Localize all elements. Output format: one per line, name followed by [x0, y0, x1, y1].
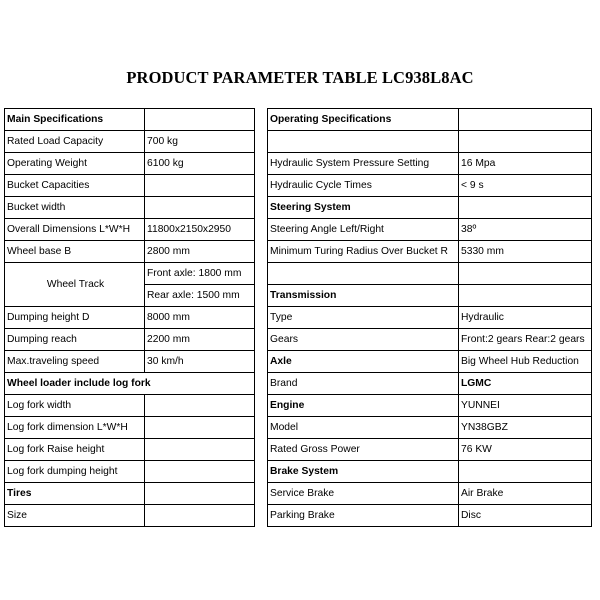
- section-header-brake-system: Brake System: [268, 461, 459, 483]
- section-header-tires: Tires: [5, 483, 145, 505]
- row-label: Hydraulic Cycle Times: [268, 175, 459, 197]
- row-value: Air Brake: [459, 483, 592, 505]
- table-cell-empty: [459, 109, 592, 131]
- table-row: [268, 505, 592, 527]
- main-specifications-table: [4, 108, 255, 527]
- table-row: [5, 219, 255, 241]
- table-row: [5, 329, 255, 351]
- row-value: 6100 kg: [145, 153, 255, 175]
- table-row: [268, 395, 592, 417]
- row-label: Gears: [268, 329, 459, 351]
- row-value: 16 Mpa: [459, 153, 592, 175]
- row-value: [145, 461, 255, 483]
- row-value: [145, 395, 255, 417]
- row-value: 5330 mm: [459, 241, 592, 263]
- row-label: Rated Load Capacity: [5, 131, 145, 153]
- row-label: [268, 131, 459, 153]
- row-value: [459, 131, 592, 153]
- table-row: [268, 197, 592, 219]
- row-value: Front:2 gears Rear:2 gears: [459, 329, 592, 351]
- row-value: 30 km/h: [145, 351, 255, 373]
- row-value: 2800 mm: [145, 241, 255, 263]
- table-row: [5, 417, 255, 439]
- row-value: YUNNEI: [459, 395, 592, 417]
- row-label: Log fork Raise height: [5, 439, 145, 461]
- table-row: [5, 109, 255, 131]
- table-cell-empty: [459, 285, 592, 307]
- row-value: LGMC: [459, 373, 592, 395]
- section-header-engine: Engine: [268, 395, 459, 417]
- table-row: [5, 153, 255, 175]
- table-row: [268, 373, 592, 395]
- row-label: Service Brake: [268, 483, 459, 505]
- page-title: PRODUCT PARAMETER TABLE LC938L8AC: [126, 68, 474, 87]
- table-row: [268, 109, 592, 131]
- table-row: [268, 175, 592, 197]
- row-value-rear-axle: Rear axle: 1500 mm: [145, 285, 255, 307]
- row-value-front-axle: Front axle: 1800 mm: [145, 263, 255, 285]
- row-label: Overall Dimensions L*W*H: [5, 219, 145, 241]
- table-row: [5, 307, 255, 329]
- row-label: Steering Angle Left/Right: [268, 219, 459, 241]
- table-row: [268, 329, 592, 351]
- row-value: 76 KW: [459, 439, 592, 461]
- row-value: [145, 505, 255, 527]
- row-label: Minimum Turing Radius Over Bucket R: [268, 241, 459, 263]
- table-row: [5, 483, 255, 505]
- operating-specifications-table: [267, 108, 592, 527]
- row-value: 38º: [459, 219, 592, 241]
- table-row: [5, 175, 255, 197]
- row-label: Log fork dumping height: [5, 461, 145, 483]
- row-label: Size: [5, 505, 145, 527]
- table-row: [268, 219, 592, 241]
- row-value: 11800x2150x2950: [145, 219, 255, 241]
- row-label: Brand: [268, 373, 459, 395]
- table-row: [268, 351, 592, 373]
- table-row: [268, 439, 592, 461]
- row-value: 2200 mm: [145, 329, 255, 351]
- table-row: [5, 373, 255, 395]
- row-value: 700 kg: [145, 131, 255, 153]
- row-value: [145, 175, 255, 197]
- table-row: [268, 241, 592, 263]
- row-value: 8000 mm: [145, 307, 255, 329]
- table-cell-empty: [459, 197, 592, 219]
- row-label: Bucket Capacities: [5, 175, 145, 197]
- row-label: Log fork width: [5, 395, 145, 417]
- row-value: Big Wheel Hub Reduction: [459, 351, 592, 373]
- table-row: [268, 263, 592, 285]
- row-label: Dumping height D: [5, 307, 145, 329]
- row-value: Hydraulic: [459, 307, 592, 329]
- row-label: Hydraulic System Pressure Setting: [268, 153, 459, 175]
- table-row: [5, 461, 255, 483]
- section-header-steering-system: Steering System: [268, 197, 459, 219]
- row-label: Bucket width: [5, 197, 145, 219]
- table-row: [5, 505, 255, 527]
- row-value: Disc: [459, 505, 592, 527]
- row-label-wheel-track: Wheel Track: [5, 263, 145, 307]
- row-label: Max.traveling speed: [5, 351, 145, 373]
- row-label: Wheel base B: [5, 241, 145, 263]
- table-row: [5, 131, 255, 153]
- row-value: [145, 197, 255, 219]
- row-value: [145, 417, 255, 439]
- row-label: Model: [268, 417, 459, 439]
- row-label: Dumping reach: [5, 329, 145, 351]
- table-row: [268, 285, 592, 307]
- row-label: Log fork dimension L*W*H: [5, 417, 145, 439]
- section-header-transmission: Transmission: [268, 285, 459, 307]
- table-row: [268, 153, 592, 175]
- table-row: [5, 395, 255, 417]
- row-label: [268, 263, 459, 285]
- section-header-log-fork: Wheel loader include log fork: [5, 373, 255, 395]
- table-row: [5, 263, 255, 285]
- section-header-main-specifications: Main Specifications: [5, 109, 145, 131]
- row-value: < 9 s: [459, 175, 592, 197]
- section-header-axle: Axle: [268, 351, 459, 373]
- row-label: Parking Brake: [268, 505, 459, 527]
- table-row: [268, 307, 592, 329]
- table-row: [5, 351, 255, 373]
- table-cell-empty: [145, 483, 255, 505]
- table-cell-empty: [459, 461, 592, 483]
- row-value: YN38GBZ: [459, 417, 592, 439]
- table-row: [268, 417, 592, 439]
- table-row: [268, 131, 592, 153]
- row-value: [145, 439, 255, 461]
- table-row: [5, 439, 255, 461]
- table-row: [268, 483, 592, 505]
- row-label: Type: [268, 307, 459, 329]
- table-row: [5, 197, 255, 219]
- table-row: [268, 461, 592, 483]
- row-value: [459, 263, 592, 285]
- row-label: Operating Weight: [5, 153, 145, 175]
- table-cell-empty: [145, 109, 255, 131]
- section-header-operating-specifications: Operating Specifications: [268, 109, 459, 131]
- table-row: [5, 241, 255, 263]
- row-label: Rated Gross Power: [268, 439, 459, 461]
